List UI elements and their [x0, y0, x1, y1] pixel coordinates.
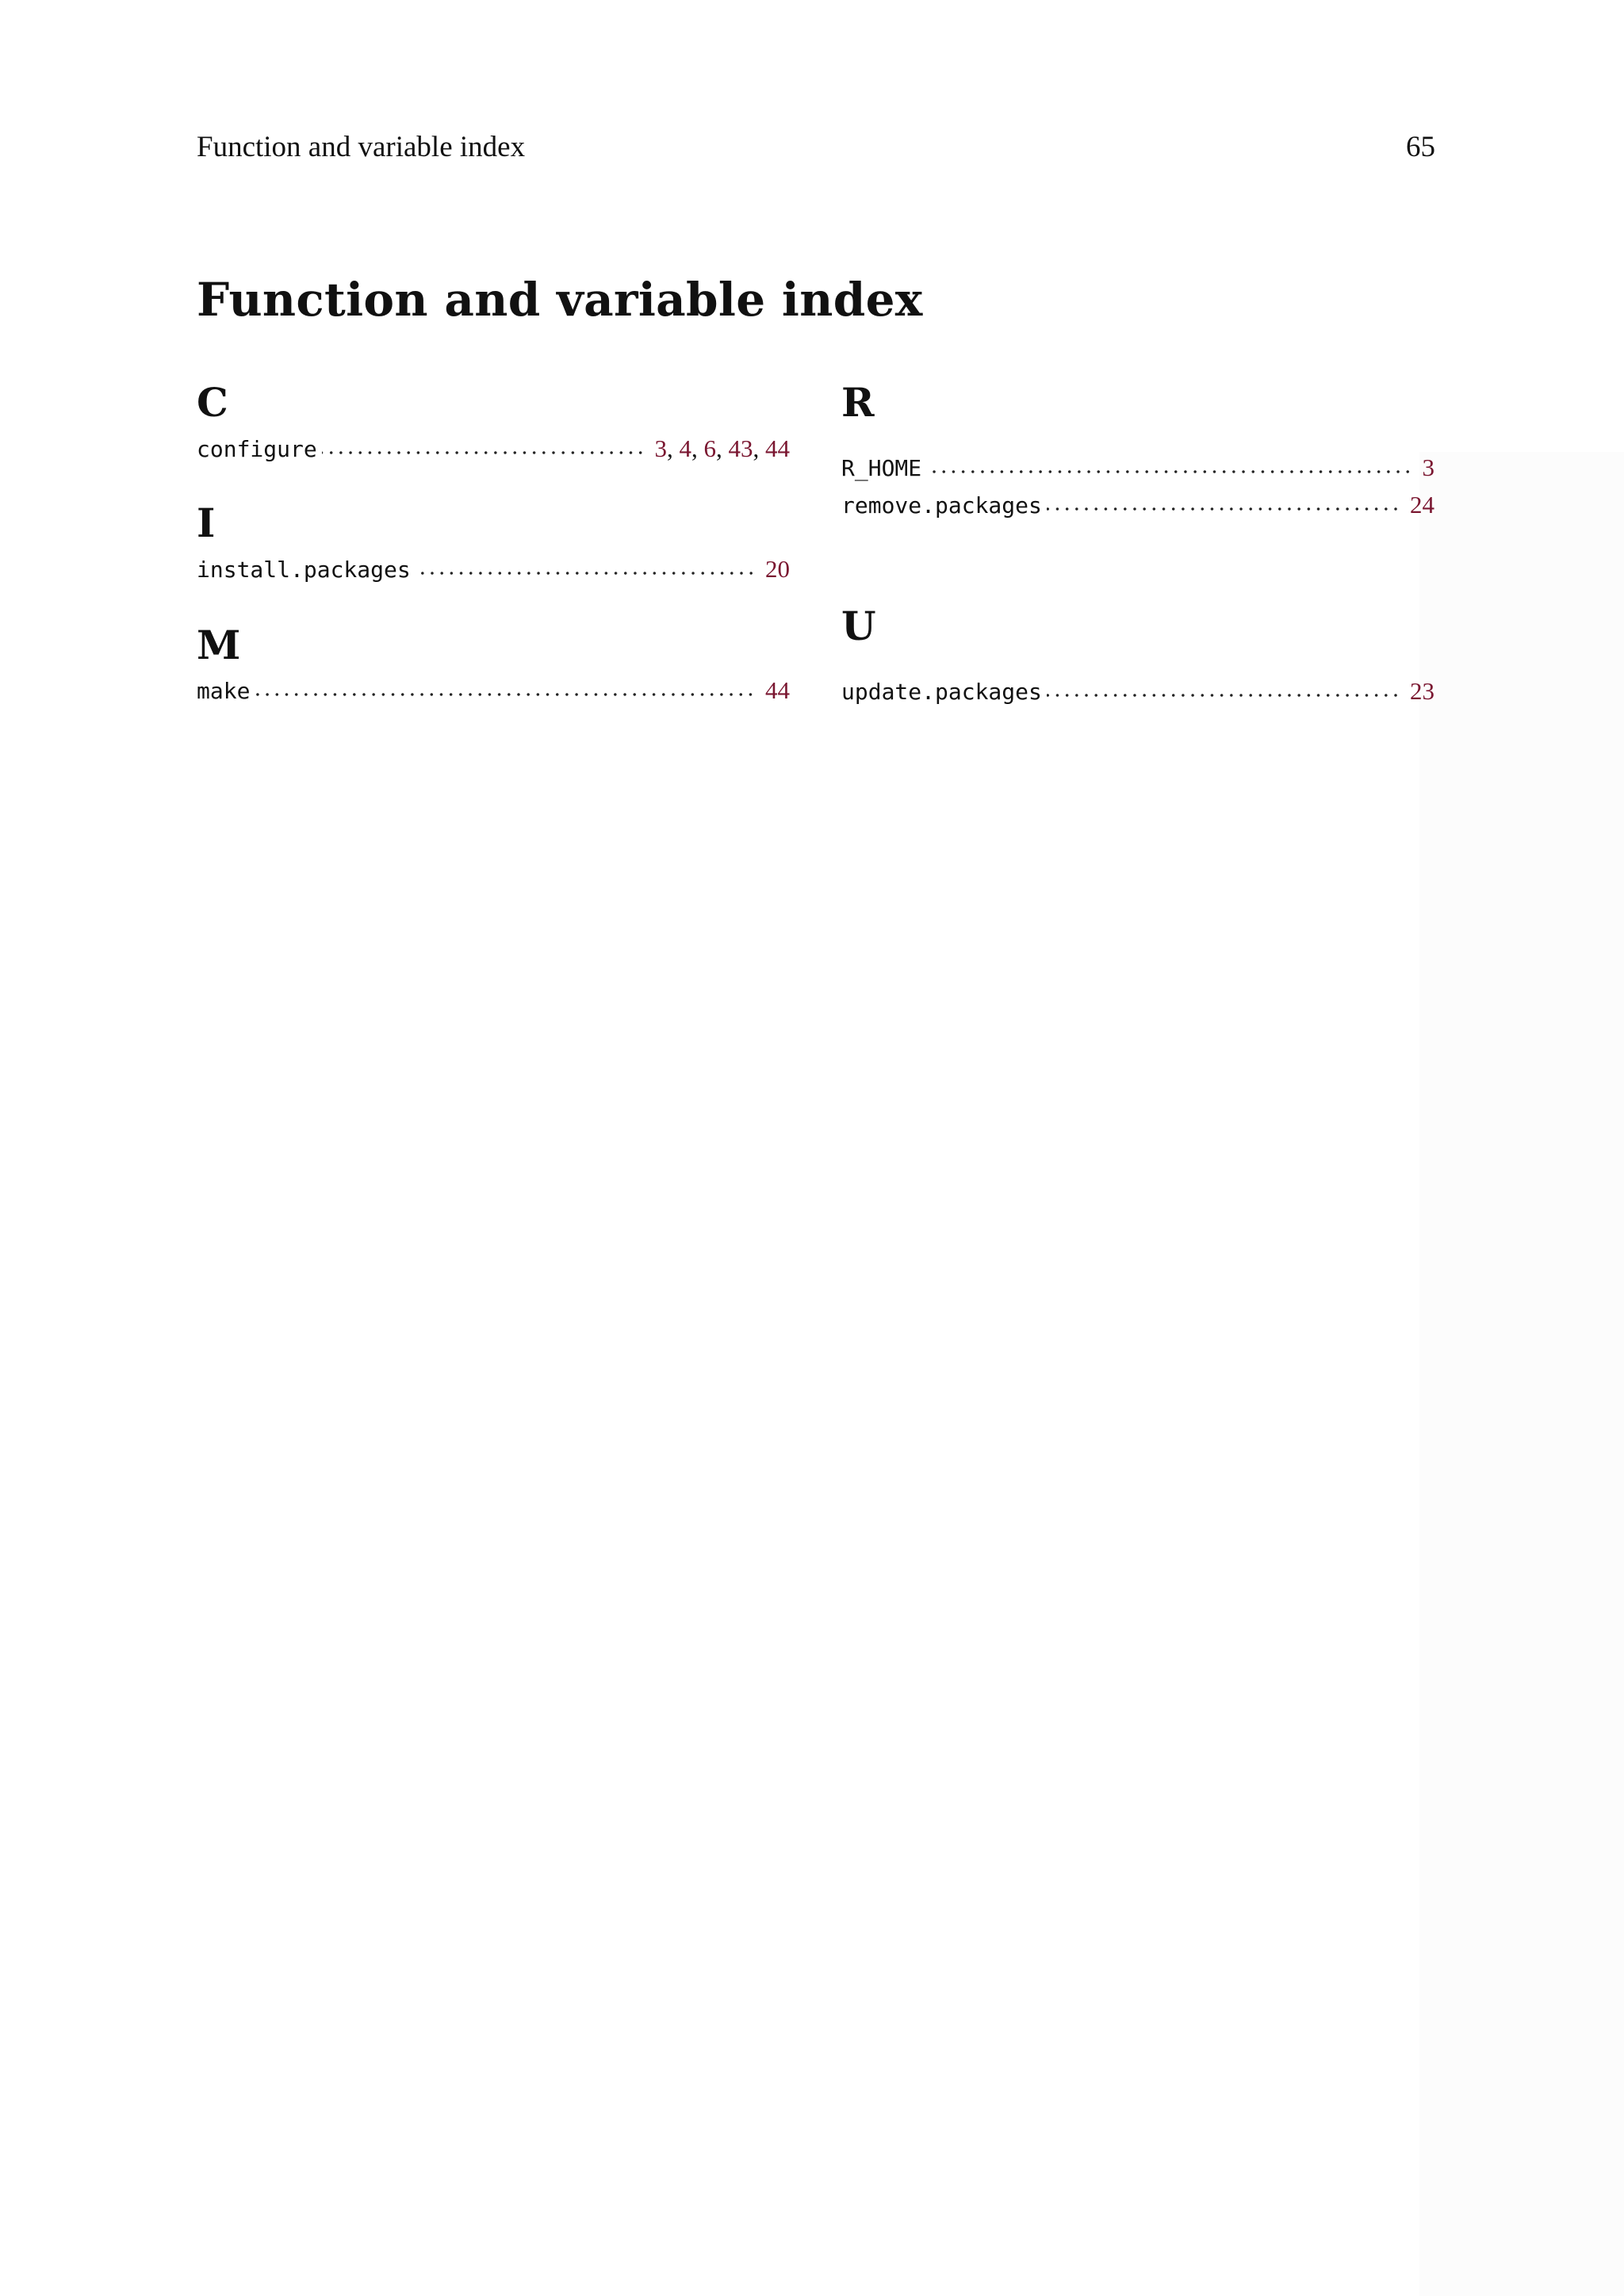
- page-ref-link[interactable]: 44: [765, 434, 790, 462]
- page-ref-separator: ,: [691, 434, 704, 462]
- page-refs: [765, 675, 790, 706]
- page-ref-separator: ,: [716, 434, 729, 462]
- index-term: R_HOME: [841, 455, 922, 481]
- page-ref-link[interactable]: 24: [1410, 491, 1434, 519]
- page-ref-separator: ,: [753, 434, 765, 462]
- index-entry-remove-packages: [841, 489, 1434, 521]
- index-letter-u: U: [841, 603, 876, 649]
- index-term: remove.packages: [841, 492, 1042, 519]
- page-number: 65: [1406, 131, 1435, 163]
- page-refs: [1423, 452, 1435, 484]
- page-ref-link[interactable]: 43: [728, 434, 753, 462]
- page-ref-link[interactable]: 23: [1410, 677, 1434, 705]
- page-refs: [765, 553, 790, 585]
- page-ref-link[interactable]: 3: [1422, 453, 1434, 481]
- index-letter-r: R: [841, 379, 875, 426]
- index-letter-i: I: [197, 499, 216, 546]
- page-title: Function and variable index: [197, 273, 923, 327]
- dot-leader: [926, 469, 1412, 474]
- dot-leader: [416, 571, 756, 576]
- dot-leader: [322, 450, 645, 455]
- page-ref-link[interactable]: 6: [703, 434, 716, 462]
- page-ref-link[interactable]: 4: [679, 434, 691, 462]
- index-term: make: [197, 678, 251, 704]
- index-entry-install-packages: [197, 553, 790, 585]
- page-edge-shade: [1419, 452, 1624, 2296]
- index-term: update.packages: [841, 679, 1042, 705]
- dot-leader: [1047, 507, 1400, 511]
- dot-leader: [1047, 693, 1400, 698]
- index-letter-c: C: [197, 379, 228, 426]
- page-refs: [655, 433, 791, 465]
- index-entry-configure: [197, 433, 790, 465]
- page-ref-link[interactable]: 44: [765, 676, 790, 704]
- running-header: [197, 130, 1435, 170]
- page-ref-link[interactable]: 20: [765, 555, 790, 583]
- index-entry-update-packages: [841, 675, 1434, 707]
- index-term: install.packages: [197, 557, 411, 583]
- dot-leader: [255, 692, 756, 697]
- page-refs: [1410, 675, 1434, 707]
- index-entry-make: [197, 675, 790, 706]
- page-refs: [1410, 489, 1434, 521]
- running-title: Function and variable index: [197, 131, 526, 163]
- index-letter-m: M: [197, 622, 241, 668]
- page-ref-separator: ,: [667, 434, 680, 462]
- page-ref-link[interactable]: 3: [654, 434, 667, 462]
- index-term: configure: [197, 436, 317, 462]
- index-entry-r-home: [841, 452, 1434, 484]
